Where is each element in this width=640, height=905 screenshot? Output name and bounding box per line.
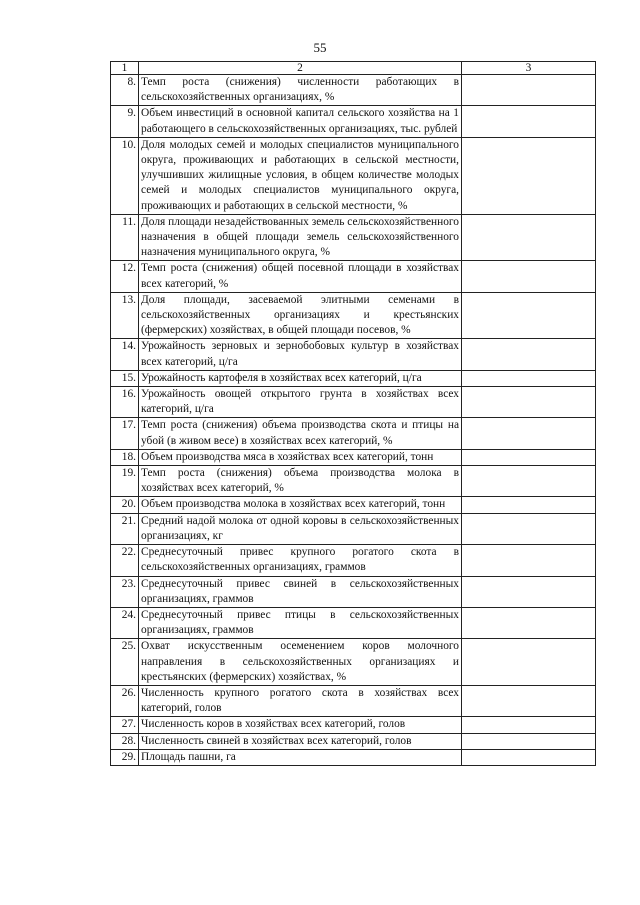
column-header-1: 1 (111, 62, 139, 75)
indicator-value (462, 292, 596, 339)
row-number: 19. (111, 466, 139, 497)
table-row (111, 370, 596, 386)
table-row (111, 749, 596, 765)
indicator-value (462, 497, 596, 513)
indicator-name: Темп роста (снижения) общей посевной площади в хозяйствах всех категорий, % (139, 261, 462, 292)
row-number: 13. (111, 292, 139, 339)
row-number: 25. (111, 639, 139, 686)
row-number: 20. (111, 497, 139, 513)
table-row (111, 292, 596, 339)
indicator-value (462, 513, 596, 544)
indicator-value (462, 607, 596, 638)
indicator-value (462, 261, 596, 292)
table-row (111, 733, 596, 749)
indicator-name: Урожайность картофеля в хозяйствах всех категорий, ц/га (139, 370, 462, 386)
indicator-name: Темп роста (снижения) численности работающих в сельскохозяйственных организациях, % (139, 75, 462, 106)
table-row (111, 545, 596, 576)
indicator-value (462, 214, 596, 261)
row-number: 29. (111, 749, 139, 765)
indicator-name: Средний надой молока от одной коровы в сельскохозяйственных организациях, кг (139, 513, 462, 544)
page-number: 55 (313, 40, 327, 55)
indicator-value (462, 685, 596, 716)
indicator-value (462, 75, 596, 106)
table-row (111, 576, 596, 607)
table-row (111, 513, 596, 544)
row-number: 18. (111, 449, 139, 465)
table-row (111, 497, 596, 513)
indicator-value (462, 418, 596, 449)
column-header-3: 3 (462, 62, 596, 75)
indicator-value (462, 545, 596, 576)
indicator-value (462, 449, 596, 465)
indicator-name: Урожайность зерновых и зернобобовых культур в хозяйствах всех категорий, ц/га (139, 339, 462, 370)
row-number: 14. (111, 339, 139, 370)
indicator-name: Среднесуточный привес птицы в сельскохозяйственных организациях, граммов (139, 607, 462, 638)
indicator-name: Урожайность овощей открытого грунта в хозяйствах всех категорий, ц/га (139, 387, 462, 418)
table-row (111, 639, 596, 686)
table-row (111, 607, 596, 638)
indicator-name: Доля площади, засеваемой элитными семенами в сельскохозяйственных организациях и крестьянских (фермерских) хозяйствах, в общей площади посевов, % (139, 292, 462, 339)
indicator-name: Доля молодых семей и молодых специалистов муниципального округа, проживающих и работающих в сельской местности, улучшивших жилищные условия, в общем количестве молодых семей и молодых специалистов муниципального округа, проживающих и работающих в сельской местности, % (139, 137, 462, 214)
indicator-name: Объем производства мяса в хозяйствах всех категорий, тонн (139, 449, 462, 465)
row-number: 15. (111, 370, 139, 386)
indicator-value (462, 370, 596, 386)
indicator-name: Доля площади незадействованных земель сельскохозяйственного назначения в общей площади земель сельскохозяйственного назначения муниципального округа, % (139, 214, 462, 261)
indicator-value (462, 339, 596, 370)
indicator-value (462, 387, 596, 418)
indicator-value (462, 733, 596, 749)
row-number: 23. (111, 576, 139, 607)
table-row (111, 387, 596, 418)
indicator-name: Среднесуточный привес крупного рогатого скота в сельскохозяйственных организациях, граммов (139, 545, 462, 576)
table-row (111, 214, 596, 261)
table-row (111, 449, 596, 465)
row-number: 16. (111, 387, 139, 418)
table-body (111, 62, 596, 766)
indicator-value (462, 466, 596, 497)
indicators-table (110, 61, 596, 766)
table-row (111, 106, 596, 137)
row-number: 28. (111, 733, 139, 749)
indicator-value (462, 717, 596, 733)
indicator-value (462, 749, 596, 765)
indicator-value (462, 137, 596, 214)
indicator-name: Объем инвестиций в основной капитал сельского хозяйства на 1 работающего в сельскохозяйственных организациях, тыс. рублей (139, 106, 462, 137)
indicator-value (462, 106, 596, 137)
indicator-name: Темп роста (снижения) объема производства молока в хозяйствах всех категорий, % (139, 466, 462, 497)
indicator-name: Среднесуточный привес свиней в сельскохозяйственных организациях, граммов (139, 576, 462, 607)
indicator-name: Площадь пашни, га (139, 749, 462, 765)
table-row (111, 717, 596, 733)
table-row (111, 466, 596, 497)
table-row (111, 418, 596, 449)
row-number: 9. (111, 106, 139, 137)
indicator-name: Темп роста (снижения) объема производства скота и птицы на убой (в живом весе) в хозяйствах всех категорий, % (139, 418, 462, 449)
indicator-name: Численность крупного рогатого скота в хозяйствах всех категорий, голов (139, 685, 462, 716)
column-header-2: 2 (139, 62, 462, 75)
indicator-value (462, 639, 596, 686)
indicator-name: Численность свиней в хозяйствах всех категорий, голов (139, 733, 462, 749)
table-row (111, 339, 596, 370)
row-number: 27. (111, 717, 139, 733)
indicator-value (462, 576, 596, 607)
indicator-name: Охват искусственным осеменением коров молочного направления в сельскохозяйственных организациях и крестьянских (фермерских) хозяйствах, % (139, 639, 462, 686)
table-row (111, 137, 596, 214)
row-number: 11. (111, 214, 139, 261)
row-number: 10. (111, 137, 139, 214)
row-number: 12. (111, 261, 139, 292)
row-number: 21. (111, 513, 139, 544)
row-number: 26. (111, 685, 139, 716)
table-row (111, 685, 596, 716)
row-number: 24. (111, 607, 139, 638)
table-row (111, 75, 596, 106)
table-row (111, 261, 596, 292)
row-number: 8. (111, 75, 139, 106)
header-row (111, 62, 596, 75)
row-number: 22. (111, 545, 139, 576)
indicator-name: Объем производства молока в хозяйствах всех категорий, тонн (139, 497, 462, 513)
indicator-name: Численность коров в хозяйствах всех категорий, голов (139, 717, 462, 733)
row-number: 17. (111, 418, 139, 449)
